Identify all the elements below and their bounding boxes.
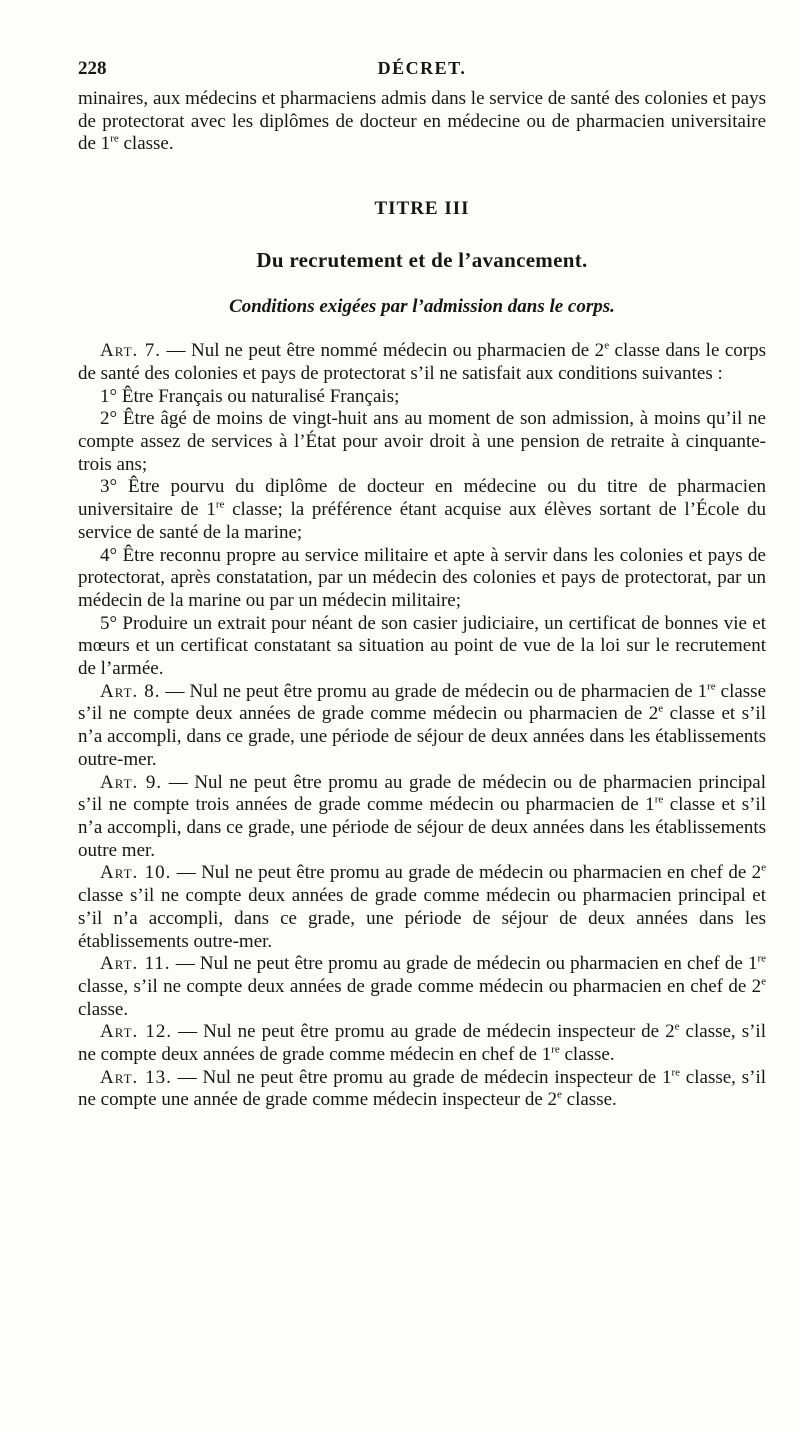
titre-heading: TITRE III xyxy=(374,198,470,220)
article-9 xyxy=(78,772,766,863)
section-subheading: Conditions exigées par l’admission dans le corps. xyxy=(229,295,615,317)
article-7 xyxy=(78,340,766,385)
article-13 xyxy=(78,1067,766,1112)
condition-item-5: 5° Produire un extrait pour néant de son casier judiciaire, un certificat de bonnes vie et mœurs et un certificat constatant sa situation au point de vue de la loi sur le recrutement de l’armée. xyxy=(78,612,766,680)
article-label: Art. 9. xyxy=(100,771,163,793)
article-10 xyxy=(78,862,766,953)
article-label: Art. 8. xyxy=(100,680,161,702)
condition-item-2: 2° Être âgé de moins de vingt-huit ans au moment de son admission, à moins qu’il ne compte assez de services à l’État pour avoir droit à une pension de retraite à cinquante-trois ans; xyxy=(78,408,766,475)
article-text: — Nul ne peut être promu au grade de médecin inspecteur de 1re classe, s’il ne compte une année de grade comme médecin inspecteur de 2e classe. xyxy=(78,1066,766,1111)
article-label: Art. 13. xyxy=(100,1066,172,1088)
article-label: Art. 7. xyxy=(100,340,162,362)
running-title: DÉCRET. xyxy=(377,58,467,78)
article-text: — Nul ne peut être promu au grade de médecin ou de pharmacien principal s’il ne compte trois années de grade comme médecin ou pharmacien de 1re classe et s’il n’a accompli, dans ce grade, une période de séjour de deux années dans les établissements outre mer. xyxy=(78,771,766,861)
article-text: — Nul ne peut être nommé médecin ou pharmacien de 2e classe dans le corps de santé des colonies et pays de protectorat s’il ne satisfait aux conditions suivantes : xyxy=(78,339,767,384)
condition-item-3: 3° Être pourvu du diplôme de docteur en médecine ou du titre de pharmacien universitaire de 1re classe; la préférence étant acquise aux élèves sortant de l’École du service de santé de la marine; xyxy=(78,476,766,543)
article-8 xyxy=(78,681,766,772)
article-label: Art. 10. xyxy=(100,862,172,884)
article-text: — Nul ne peut être promu au grade de médecin inspecteur de 2e classe, s’il ne compte deux années de grade comme médecin en chef de 1re classe. xyxy=(78,1020,766,1066)
article-text: — Nul ne peut être promu au grade de médecin ou de pharmacien de 1re classe s’il ne compte deux années de grade comme médecin ou pharmacien de 2e classe et s’il n’a accompli, dans ce grade, une période de séjour de deux années dans les établissements outre-mer. xyxy=(78,680,767,770)
page-header xyxy=(78,58,766,88)
article-text: — Nul ne peut être promu au grade de médecin ou pharmacien en chef de 2e classe s’il ne compte deux années de grade comme médecin ou pharmacien principal et s’il n’a accompli, dans ce grade, une période de séjour de deux années dans les établissements outre-mer. xyxy=(78,862,766,952)
article-label: Art. 11. xyxy=(100,953,171,975)
article-11 xyxy=(78,953,766,1021)
article-text: — Nul ne peut être promu au grade de médecin ou pharmacien en chef de 1re classe, s’il ne compte deux années de grade comme médecin ou pharmacien en chef de 2e classe. xyxy=(78,952,766,1020)
article-12 xyxy=(78,1021,766,1066)
body-text xyxy=(78,88,766,1112)
article-label: Art. 12. xyxy=(100,1021,173,1043)
section-heading: Du recrutement et de l’avancement. xyxy=(256,247,588,272)
condition-item-4: 4° Être reconnu propre au service militaire et apte à servir dans les colonies et pays de protectorat, après constatation, par un médecin des colonies et pays de protectorat, par un médecin de la marine ou par un médecin militaire; xyxy=(78,544,766,611)
intro-paragraph: minaires, aux médecins et pharmaciens admis dans le service de santé des colonies et pays de protectorat avec les diplômes de docteur en médecine ou de pharmacien universitaire de 1re classe. xyxy=(78,88,766,155)
condition-item-1: 1° Être Français ou naturalisé Français; xyxy=(100,385,400,407)
page-number: 228 xyxy=(78,58,107,79)
